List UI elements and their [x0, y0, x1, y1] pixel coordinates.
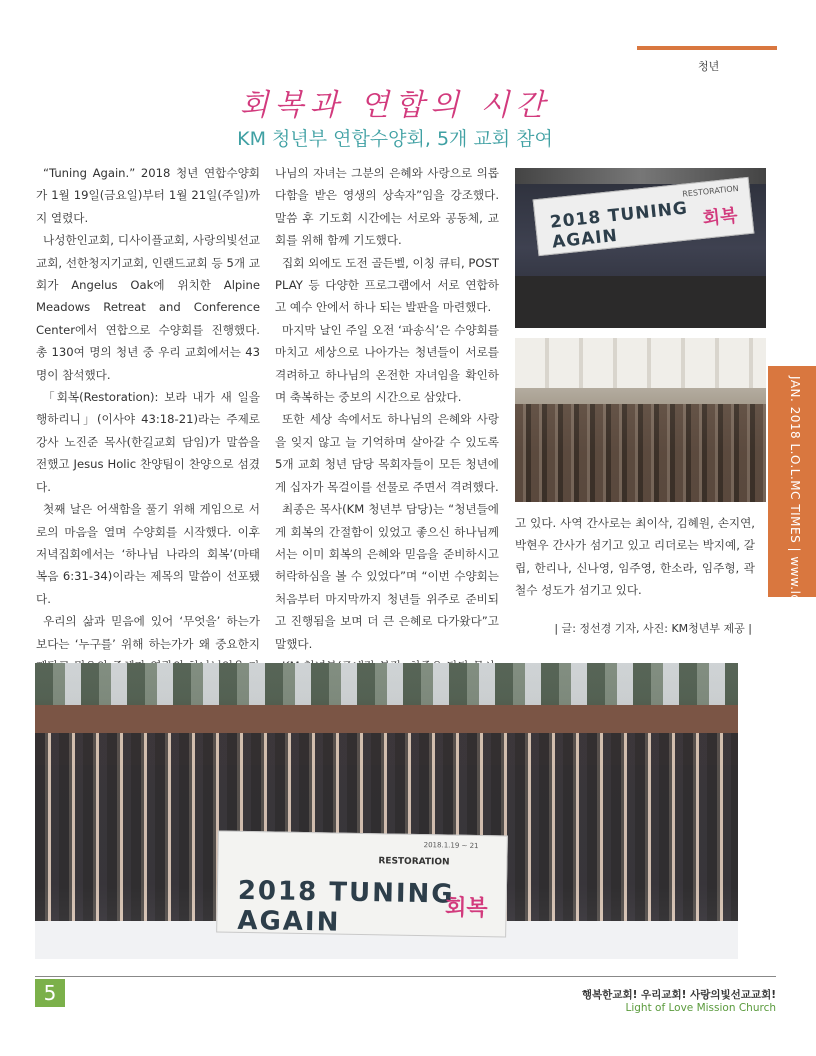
banner-restoration: RESTORATION [681, 183, 740, 199]
side-tab-text: JAN. 2018 L.O.L.MC TIMES | www.lolmc.org [788, 376, 802, 651]
paragraph: 또한 세상 속에서도 하나님의 은혜와 사랑을 잊지 않고 늘 기억하며 살아갈 수 있도록 5개 교회 청년 담당 목회자들이 모든 청년에게 십자가 목걸이를 선물로 주면서 격려했다. [275, 412, 499, 494]
header-rule [637, 46, 777, 50]
article-column-3 [515, 512, 755, 602]
article-title: 회복과 연합의 시간 [239, 88, 551, 123]
footer-rule [35, 976, 776, 977]
worship-stage-photo [515, 168, 766, 328]
banner-title: 2018 TUNING AGAIN [549, 198, 689, 253]
paragraph: 나성한인교회, 디사이플교회, 사랑의빛선교교회, 선한청지기교회, 인랜드교회 등 5개 교회가 Angelus Oak에 위치한 Alpine Meadows Retreat and Conference Center에서 연합으로 수양회를 진행했다. 총 130여 명의 청년 중 우리 교회에서는 43명이 참석했다. [36, 233, 260, 382]
hall-roof [515, 338, 766, 388]
hall-crowd-photo [515, 338, 766, 502]
banner-date: 2018.1.19 ~ 21 [423, 841, 479, 851]
article-column-2 [275, 162, 499, 745]
paragraph: 집회 외에도 도전 골든벨, 이칭 큐티, POST PLAY 등 다양한 프로그램에서 서로 연합하고 예수 안에서 하나 되는 발판을 마련했다. [275, 255, 499, 315]
paragraph: 마지막 날인 주일 오전 ‘파송식’은 수양회를 마치고 세상으로 나아가는 청년들이 서로를 격려하고 하나님의 온전한 자녀임을 확인하며 축복하는 중보의 시간으로 삼았다. [275, 322, 499, 405]
paragraph: “Tuning Again.” 2018 청년 연합수양회가 1월 19일(금요일)부터 1월 21일(주일)까지 열렸다. [36, 166, 260, 225]
banner-heal: 회복 [701, 205, 739, 230]
stage-banner [533, 177, 755, 256]
stage-floor [515, 276, 766, 328]
section-label: 청년 [698, 60, 720, 73]
banner-restoration: RESTORATION [378, 856, 450, 868]
footer-tagline-english: Light of Love Mission Church [625, 1002, 776, 1014]
paragraph: 나님의 자녀는 그분의 은혜와 사랑으로 의롭다함을 받은 영생의 상속자”임을 강조했다. 말씀 후 기도회 시간에는 서로와 공동체, 교회를 위해 함께 기도했다. [275, 166, 499, 248]
group-banner [216, 830, 508, 937]
paragraph: 우리의 삶과 믿음에 있어 ‘무엇을’ 하는가 보다는 ‘누구를’ 위해 하는가가 왜 중요한지 [36, 614, 260, 651]
banner-title: 2018 TUNING AGAIN [237, 875, 455, 938]
footer-tagline-korean: 행복한교회! 우리교회! 사랑의빛선교교회! [581, 989, 776, 1001]
side-tab [768, 366, 816, 651]
tree-line [35, 663, 738, 711]
paragraph: 첫째 날은 어색함을 풀기 위해 게임으로 서로의 마음을 열며 수양회를 시작했다. 이후 저녁집회에서는 ‘하나님 나라의 회복’(마태복음 6:31-34)이라는 제목의 말씀이 선포됐다. [36, 502, 260, 606]
photo-credit: | 글: 정선경 기자, 사진: KM청년부 제공 | [554, 622, 752, 635]
article-subtitle: KM 청년부 연합수양회, 5개 교회 참여 [237, 128, 553, 150]
paragraph: 최종은 목사(KM 청년부 담당)는 “청년들에게 회복의 간절함이 있었고 좋으신 하나님께서는 이미 회복의 은혜와 믿음을 준비하시고 허락하심을 볼 수 있었다”며 “이번 수양회는 처음부터 마지막까지 청년들 위주로 준비되고 진행됨을 보며 더 큰 은혜로 다가왔다”고 말했다. [275, 502, 499, 651]
group-photo [35, 663, 738, 959]
paragraph: 「회복(Restoration): 보라 내가 새 일을 행하리니」(이사야 43:18-21)라는 주제로 강사 노진준 목사(한길교회 담임)가 말씀을 전했고 Jesus Holic 찬양팀이 찬양으로 섬겼다. [36, 390, 260, 494]
paragraph: 고 있다. 사역 간사로는 최이삭, 김혜원, 손지연, 박현우 간사가 섬기고 있고 리더로는 박지예, 갈립, 한리나, 신나영, 임주영, 한소라, 임주형, 곽철수 성도가 섬기고 있다. [515, 516, 755, 598]
banner-heal: 회복 [444, 895, 488, 922]
seated-crowd [515, 404, 766, 502]
page-number: 5 [35, 979, 65, 1007]
